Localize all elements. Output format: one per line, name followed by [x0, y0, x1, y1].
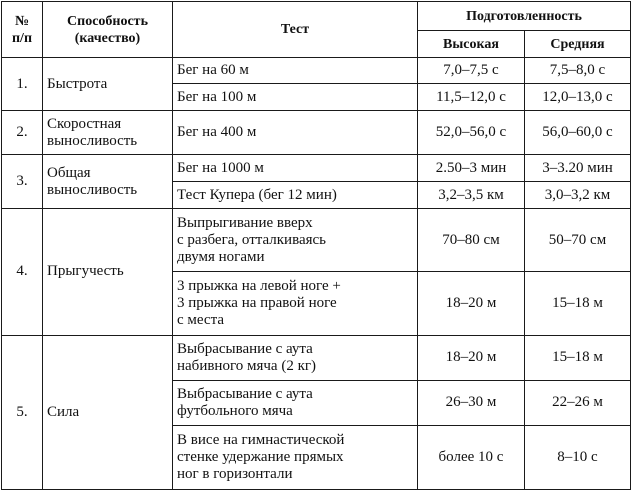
- header-medium: Средняя: [525, 31, 631, 58]
- high-value: 26–30 м: [418, 380, 525, 425]
- row-ability: Прыгучесть: [43, 209, 173, 335]
- header-num-line1: №: [14, 13, 30, 29]
- high-value: 7,0–7,5 с: [418, 58, 525, 84]
- row-num: 2.: [2, 111, 43, 155]
- row-ability: Общая выносливость: [43, 155, 173, 209]
- test-cell: Тест Купера (бег 12 мин): [173, 182, 418, 209]
- header-num: [2, 2, 43, 58]
- test-cell: Бег на 1000 м: [173, 155, 418, 182]
- header-test: Тест: [173, 2, 418, 58]
- test-cell: Бег на 100 м: [173, 84, 418, 111]
- test-cell: Бег на 400 м: [173, 111, 418, 155]
- medium-value: 50–70 см: [525, 209, 631, 272]
- test-cell: Выбрасывание с аута набивного мяча (2 кг): [173, 335, 418, 380]
- header-preparedness: Подготовленность: [418, 2, 631, 31]
- test-cell: В висе на гимнастической стенке удержание прямых ног в горизонтали: [173, 425, 418, 489]
- header-num-line2: п/п: [11, 30, 33, 46]
- fitness-standards-table: [1, 1, 631, 490]
- high-value: 70–80 см: [418, 209, 525, 272]
- header-high: Высокая: [418, 31, 525, 58]
- row-num: 4.: [2, 209, 43, 335]
- test-cell: Выбрасывание с аута футбольного мяча: [173, 380, 418, 425]
- medium-value: 12,0–13,0 с: [525, 84, 631, 111]
- high-value: 18–20 м: [418, 335, 525, 380]
- row-ability: Сила: [43, 335, 173, 489]
- medium-value: 8–10 с: [525, 425, 631, 489]
- high-value: 2.50–3 мин: [418, 155, 525, 182]
- row-ability: Скоростная выносливость: [43, 111, 173, 155]
- row-num: 1.: [2, 58, 43, 111]
- high-value: 11,5–12,0 с: [418, 84, 525, 111]
- row-num: 3.: [2, 155, 43, 209]
- medium-value: 22–26 м: [525, 380, 631, 425]
- row-num: 5.: [2, 335, 43, 489]
- test-cell: 3 прыжка на левой ноге + 3 прыжка на правой ноге с места: [173, 272, 418, 335]
- medium-value: 56,0–60,0 с: [525, 111, 631, 155]
- header-ability: Способность (качество): [43, 2, 173, 58]
- high-value: 52,0–56,0 с: [418, 111, 525, 155]
- high-value: 18–20 м: [418, 272, 525, 335]
- medium-value: 3,0–3,2 км: [525, 182, 631, 209]
- medium-value: 7,5–8,0 с: [525, 58, 631, 84]
- medium-value: 15–18 м: [525, 335, 631, 380]
- medium-value: 3–3.20 мин: [525, 155, 631, 182]
- row-ability: Быстрота: [43, 58, 173, 111]
- test-cell: Бег на 60 м: [173, 58, 418, 84]
- high-value: более 10 с: [418, 425, 525, 489]
- high-value: 3,2–3,5 км: [418, 182, 525, 209]
- medium-value: 15–18 м: [525, 272, 631, 335]
- test-cell: Выпрыгивание вверх с разбега, отталкиваясь двумя ногами: [173, 209, 418, 272]
